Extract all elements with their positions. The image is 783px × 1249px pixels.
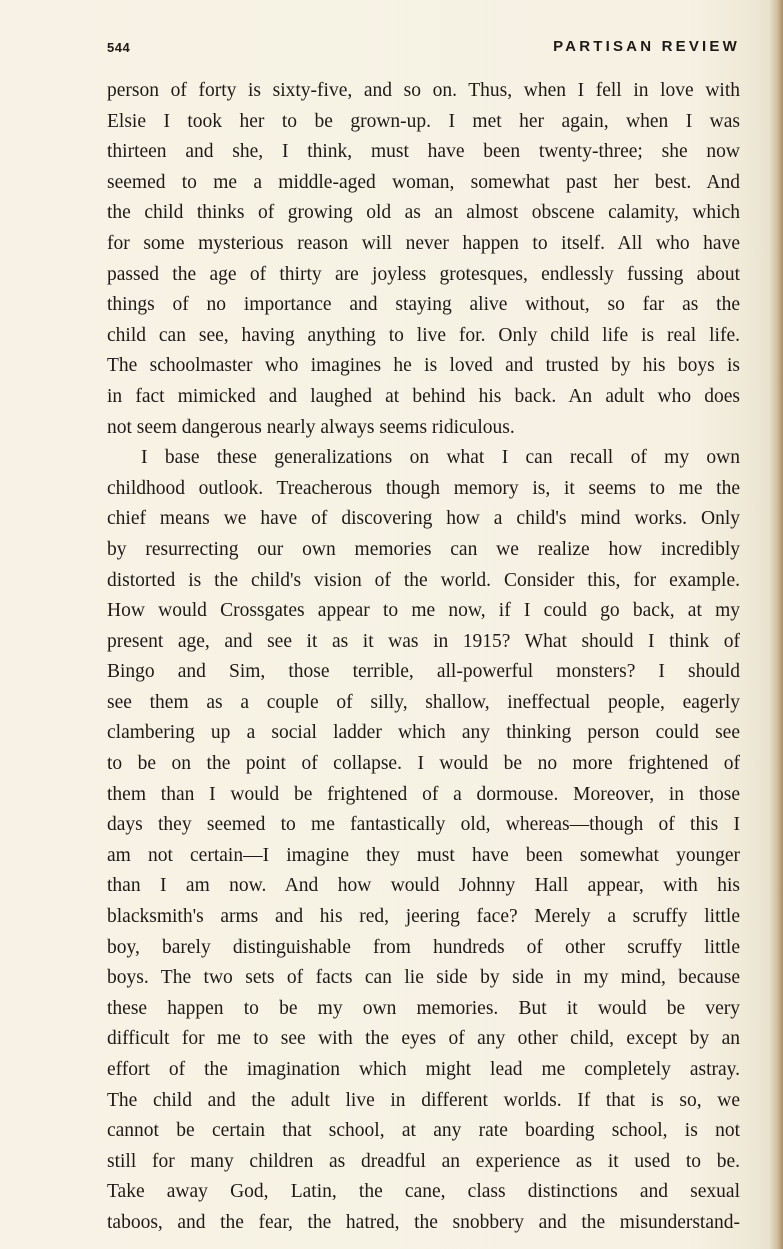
text-line: Take away God, Latin, the cane, class distinctions and sexual <box>107 1181 740 1203</box>
text-line: blacksmith's arms and his red, jeering face? Merely a scruffy little <box>107 906 740 928</box>
text-line: childhood outlook. Treacherous though memory is, it seems to me the <box>107 477 740 499</box>
text-line: to be on the point of collapse. I would be no more frightened of <box>107 753 740 775</box>
text-line: person of forty is sixty-five, and so on. Thus, when I fell in love with <box>107 80 740 101</box>
text-line: How would Crossgates appear to me now, if I could go back, at my <box>107 600 740 622</box>
page-number: 544 <box>107 40 131 55</box>
text-line: thirteen and she, I think, must have been twenty-three; she now <box>107 141 740 163</box>
text-line: boy, barely distinguishable from hundreds of other scruffy little <box>107 936 740 958</box>
text-line: The child and the adult live in different worlds. If that is so, we <box>107 1089 740 1111</box>
text-line: than I am now. And how would Johnny Hall appear, with his <box>107 875 740 897</box>
running-head: PARTISAN REVIEW <box>553 38 740 55</box>
text-line: seemed to me a middle-aged woman, somewhat past her best. And <box>107 171 740 193</box>
text-line: not seem dangerous nearly always seems ridiculous. <box>107 416 515 438</box>
text-line: see them as a couple of silly, shallow, ineffectual people, eagerly <box>107 691 740 713</box>
text-line: child can see, having anything to live for. Only child life is real life. <box>107 324 740 346</box>
text-line: taboos, and the fear, the hatred, the snobbery and the misunderstand- <box>107 1211 740 1233</box>
text-line: things of no importance and staying alive without, so far as the <box>107 294 740 316</box>
text-line: days they seemed to me fantastically old, whereas—though of this I <box>107 814 740 836</box>
page-header <box>107 38 740 60</box>
text-line: for some mysterious reason will never happen to itself. All who have <box>107 232 740 254</box>
text-line: am not certain—I imagine they must have been somewhat younger <box>107 844 740 866</box>
body-text <box>107 76 740 1239</box>
text-line: these happen to be my own memories. But it would be very <box>107 997 740 1019</box>
text-line: difficult for me to see with the eyes of any other child, except by an <box>107 1028 740 1050</box>
text-line: chief means we have of discovering how a child's mind works. Only <box>107 508 740 530</box>
text-line: them than I would be frightened of a dormouse. Moreover, in those <box>107 783 740 805</box>
text-line: Bingo and Sim, those terrible, all-powerful monsters? I should <box>107 661 740 683</box>
text-line: cannot be certain that school, at any rate boarding school, is not <box>107 1120 740 1142</box>
text-line: clambering up a social ladder which any thinking person could see <box>107 722 740 744</box>
paragraph-first-line: I base these generalizations on what I can recall of my own <box>141 447 740 469</box>
text-line: boys. The two sets of facts can lie side by side in my mind, because <box>107 967 740 989</box>
text-line: The schoolmaster who imagines he is loved and trusted by his boys is <box>107 355 740 377</box>
text-line: still for many children as dreadful an experience as it used to be. <box>107 1150 740 1172</box>
text-line: effort of the imagination which might lead me completely astray. <box>107 1059 740 1080</box>
text-line: in fact mimicked and laughed at behind his back. An adult who does <box>107 385 740 407</box>
text-line: distorted is the child's vision of the world. Consider this, for example. <box>107 569 740 591</box>
text-line: present age, and see it as it was in 1915? What should I think of <box>107 630 740 652</box>
text-line: the child thinks of growing old as an almost obscene calamity, which <box>107 202 740 224</box>
text-line: passed the age of thirty are joyless grotesques, endlessly fussing about <box>107 263 740 285</box>
text-line: Elsie I took her to be grown-up. I met her again, when I was <box>107 110 740 132</box>
page-edge-shadow <box>769 0 783 1249</box>
text-line: by resurrecting our own memories can we realize how incredibly <box>107 538 740 560</box>
